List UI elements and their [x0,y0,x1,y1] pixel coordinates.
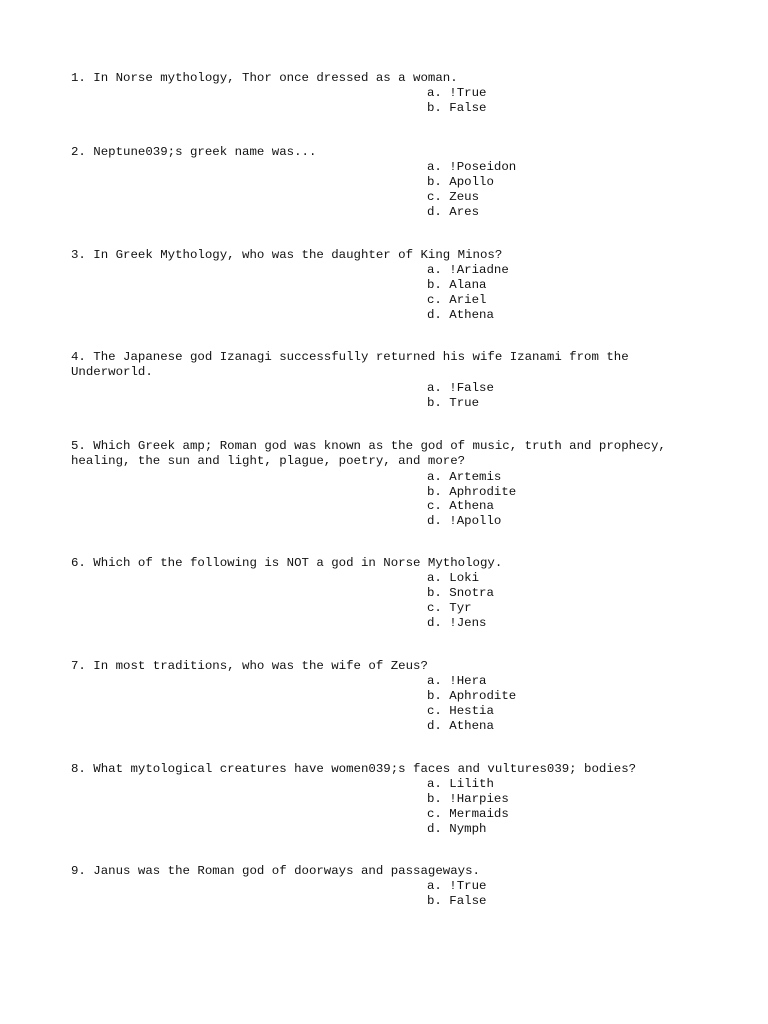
question-text: 7. In most traditions, who was the wife of Zeus? [71,659,428,673]
answer-option: b. False [427,894,487,909]
answer-option: d. !Apollo [427,514,502,529]
answer-option: a. !True [427,879,487,894]
question-3 [71,248,691,323]
answer-option: c. Hestia [427,704,494,718]
answer-option: b. Aphrodite [427,484,517,499]
answer-option: b. Apollo [427,175,494,190]
option-list [71,86,691,116]
answer-option: a. !Hera [427,674,487,689]
option-list [71,470,691,529]
answer-option: b. Alana [427,278,487,293]
question-text: 2. Neptune039;s greek name was... [71,145,317,159]
answer-option: a. !Poseidon [427,160,517,175]
question-9 [71,864,691,909]
answer-option: b. False [427,101,487,116]
answer-option: c. Athena [427,499,494,514]
answer-option: c. Ariel [427,293,487,307]
answer-option: d. Athena [427,718,494,733]
answer-option: d. !Jens [427,615,487,630]
answer-option: b. Snotra [427,586,494,601]
answer-option: a. Artemis [427,469,502,484]
option-list [71,381,691,411]
question-2 [71,145,691,220]
answer-option: a. !False [427,380,494,395]
answer-option: b. True [427,395,480,410]
answer-option: c. Tyr [427,601,472,615]
option-list [71,263,691,322]
option-list [71,571,691,630]
question-1 [71,71,691,116]
option-list [71,160,691,219]
question-text: 9. Janus was the Roman god of doorways and passageways. [71,864,480,878]
question-text: 3. In Greek Mythology, who was the daughter of King Minos? [71,248,503,262]
answer-option: d. Nymph [427,821,487,836]
answer-option: a. Lilith [427,777,494,792]
question-text: 6. Which of the following is NOT a god in Norse Mythology. [71,556,503,570]
question-text: 8. What mytological creatures have women039;s faces and vultures039; bodies? [71,762,637,776]
answer-option: a. !True [427,86,487,101]
option-list [71,777,691,836]
answer-option: c. Zeus [427,190,480,204]
option-list [71,674,691,733]
answer-option: b. Aphrodite [427,689,517,704]
question-5 [71,439,691,529]
answer-option: d. Athena [427,307,494,322]
question-8 [71,762,691,837]
question-text: 4. The Japanese god Izanagi successfully returned his wife Izanami from the Underworld. [71,350,629,380]
answer-option: a. Loki [427,571,480,586]
question-7 [71,659,691,734]
question-4 [71,350,691,410]
option-list [71,879,691,909]
answer-option: c. Mermaids [427,807,509,821]
question-text: 5. Which Greek amp; Roman god was known as the god of music, truth and prophecy, healing, the sun and light, plague, poetry, and more? [71,439,666,469]
answer-option: a. !Ariadne [427,263,509,278]
answer-option: b. !Harpies [427,792,509,807]
answer-option: d. Ares [427,204,480,219]
question-text: 1. In Norse mythology, Thor once dressed as a woman. [71,71,458,85]
question-6 [71,556,691,631]
